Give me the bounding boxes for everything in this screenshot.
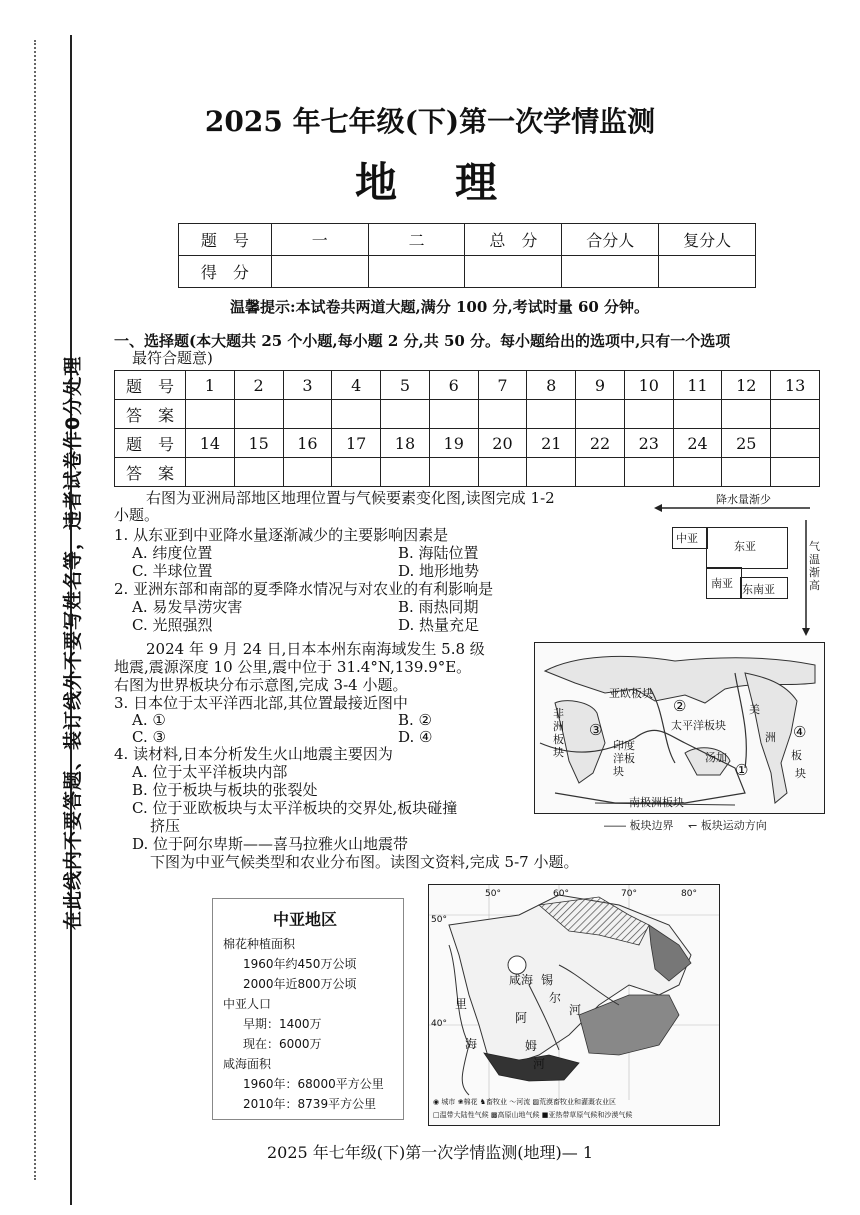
- legend-city: ◉ 城市: [433, 1098, 456, 1106]
- answer-table-label: 答 案: [115, 458, 186, 487]
- q1-stem: 1. 从东亚到中亚降水量逐渐减少的主要影响因素是: [114, 526, 449, 544]
- legend-cotton: 棉花: [463, 1098, 478, 1106]
- answer-cell[interactable]: [478, 400, 527, 429]
- answer-cell[interactable]: [381, 458, 430, 487]
- question-number: 5: [381, 371, 430, 400]
- q2-option-a[interactable]: A. 易发旱涝灾害: [132, 598, 243, 616]
- label-america-1: 美: [749, 703, 760, 716]
- answer-table: [114, 370, 820, 487]
- swatch-mid: ▩: [490, 1111, 498, 1119]
- q1-option-a[interactable]: A. 纬度位置: [132, 544, 213, 562]
- ca-sea-heading: 咸海面积: [223, 1057, 272, 1071]
- ca-map-legend-row1: [433, 1097, 616, 1107]
- label-amu-2: 姆: [525, 1039, 538, 1053]
- answer-cell[interactable]: [624, 400, 673, 429]
- plate-legend: [604, 817, 767, 833]
- answer-cell[interactable]: [332, 400, 381, 429]
- label-caspian-2: 海: [465, 1037, 478, 1051]
- ca-pop-early: 早期：1400万: [243, 1017, 322, 1031]
- legend-direction: 板块运动方向: [700, 819, 767, 832]
- lon-60: 60°: [553, 889, 569, 899]
- answer-cell[interactable]: [381, 400, 430, 429]
- central-asia-map: [428, 884, 720, 1126]
- answer-cell[interactable]: [234, 400, 283, 429]
- score-table-header: 复分人: [659, 224, 756, 256]
- answer-cell[interactable]: [576, 458, 625, 487]
- label-zhongya: 中亚: [676, 532, 698, 545]
- label-nanya: 南亚: [711, 577, 733, 590]
- answer-cell[interactable]: [673, 400, 722, 429]
- question-number: 10: [624, 371, 673, 400]
- label-eurasian-plate: 亚欧板块: [609, 687, 653, 700]
- label-pacific-plate: 太平洋板块: [671, 719, 726, 732]
- question-number: 18: [381, 429, 430, 458]
- label-aral-sea: 咸海: [509, 973, 534, 987]
- ca-cotton-heading: 棉花种植面积: [223, 937, 296, 951]
- marker-3: ③: [589, 721, 603, 739]
- score-cell[interactable]: [465, 256, 562, 288]
- question-number: 20: [478, 429, 527, 458]
- question-number: 21: [527, 429, 576, 458]
- question-number: 22: [576, 429, 625, 458]
- ca-sea-2010: 2010年：8739平方公里: [243, 1097, 377, 1111]
- label-dongnanya: 东南亚: [742, 583, 775, 596]
- answer-cell[interactable]: [722, 458, 771, 487]
- marker-1: ①: [735, 761, 749, 779]
- binding-dotted-line: [34, 40, 36, 1180]
- label-tonga: 汤加: [705, 751, 727, 764]
- central-asia-info: [212, 898, 404, 1120]
- label-amu-3: 河: [533, 1057, 546, 1071]
- label-antarctic-plate: 南极洲板块: [629, 796, 684, 809]
- answer-cell[interactable]: [332, 458, 381, 487]
- q4-option-d[interactable]: D. 位于阿尔卑斯——喜马拉雅火山地震带: [132, 835, 409, 853]
- q3-option-b[interactable]: B. ②: [398, 711, 433, 729]
- answer-cell[interactable]: [429, 400, 478, 429]
- lon-80: 80°: [681, 889, 697, 899]
- legend-highland: 高原山地气候: [497, 1111, 540, 1119]
- answer-cell[interactable]: [234, 458, 283, 487]
- river-icon: ～: [509, 1098, 517, 1106]
- exam-tip: 温馨提示:本试卷共两道大题,满分 100 分,考试时量 60 分钟。: [230, 298, 650, 316]
- answer-cell[interactable]: [722, 400, 771, 429]
- q1-option-c[interactable]: C. 半球位置: [132, 562, 213, 580]
- score-row-label: 得 分: [179, 256, 272, 288]
- precip-label: 降水量渐少: [716, 493, 771, 506]
- label-america-4: 块: [795, 767, 806, 780]
- legend-boundary: 板块边界: [629, 819, 674, 832]
- legend-boundary-symbol: ――: [604, 819, 626, 832]
- ca-map-legend-row2: [433, 1110, 632, 1120]
- q4-option-b[interactable]: B. 位于板块与板块的张裂处: [132, 781, 318, 799]
- answer-cell[interactable]: [624, 458, 673, 487]
- subject-title: 地 理: [354, 158, 505, 207]
- answer-cell[interactable]: [429, 458, 478, 487]
- question-number: 19: [429, 429, 478, 458]
- q1-option-d[interactable]: D. 地形地势: [398, 562, 480, 580]
- question-number: 4: [332, 371, 381, 400]
- swatch-dark: ■: [541, 1111, 549, 1119]
- question-number: 9: [576, 371, 625, 400]
- score-table-header: 总 分: [465, 224, 562, 256]
- question-number: 23: [624, 429, 673, 458]
- q4-option-c-cont: 挤压: [150, 817, 181, 835]
- question-number: 11: [673, 371, 722, 400]
- legend-livestock: 畜牧业: [485, 1098, 507, 1106]
- question-number: 1: [186, 371, 235, 400]
- legend-desert: 荒漠畜牧业和灌溉农业区: [539, 1098, 617, 1106]
- answer-table-label: 答 案: [115, 400, 186, 429]
- ca-pop-heading: 中亚人口: [223, 997, 272, 1011]
- legend-arrow-symbol: ↽: [677, 819, 698, 832]
- question-number: 12: [722, 371, 771, 400]
- ca-pop-now: 现在：6000万: [243, 1037, 322, 1051]
- ca-cotton-2000: 2000年近800万公顷: [243, 977, 357, 991]
- question-number: 7: [478, 371, 527, 400]
- score-table: [178, 223, 756, 288]
- question-number: [771, 429, 820, 458]
- q2-option-d[interactable]: D. 热量充足: [398, 616, 480, 634]
- answer-cell[interactable]: [527, 458, 576, 487]
- binding-warning-text: 在此线内不要答题、装订线外不要写姓名等，违者试卷作0分处理: [62, 355, 84, 930]
- answer-cell[interactable]: [283, 458, 332, 487]
- question-number: 16: [283, 429, 332, 458]
- question-number: 13: [771, 371, 820, 400]
- label-america-3: 板: [791, 749, 802, 762]
- swatch-light: □: [433, 1111, 440, 1119]
- label-amu-1: 阿: [515, 1011, 528, 1025]
- hatch-icon: ▨: [532, 1098, 540, 1106]
- intro-q3-4-l2: 地震,震源深度 10 公里,震中位于 31.4°N,139.9°E。: [114, 658, 472, 676]
- question-number: 3: [283, 371, 332, 400]
- marker-2: ②: [673, 697, 687, 715]
- score-cell[interactable]: [368, 256, 465, 288]
- q4-option-c[interactable]: C. 位于亚欧板块与太平洋板块的交界处,板块碰撞: [132, 799, 458, 817]
- ca-sea-1960: 1960年：68000平方公里: [243, 1077, 384, 1091]
- plate-map: [534, 642, 825, 814]
- page-footer: 2025 年七年级(下)第一次学情监测(地理)— 1: [266, 1143, 594, 1162]
- lat-40: 40°: [431, 1019, 447, 1029]
- label-indian-plate: 印度洋板块: [613, 739, 635, 778]
- answer-cell[interactable]: [478, 458, 527, 487]
- answer-table-label: 题 号: [115, 371, 186, 400]
- section1-heading-cont: 最符合题意): [132, 349, 213, 367]
- exam-title: 2025 年七年级(下)第一次学情监测: [204, 105, 656, 138]
- q2-option-b[interactable]: B. 雨热同期: [398, 598, 479, 616]
- label-syr-1: 锡: [541, 973, 554, 987]
- label-syr-3: 河: [569, 1003, 582, 1017]
- lon-70: 70°: [621, 889, 637, 899]
- label-america-2: 洲: [765, 731, 776, 744]
- score-cell[interactable]: [271, 256, 368, 288]
- legend-temperate: 温带大陆性气候: [439, 1111, 489, 1119]
- answer-cell[interactable]: [771, 458, 820, 487]
- answer-cell[interactable]: [283, 400, 332, 429]
- answer-cell[interactable]: [186, 458, 235, 487]
- q3-option-a[interactable]: A. ①: [132, 711, 166, 729]
- lon-50: 50°: [485, 889, 501, 899]
- question-number: 6: [429, 371, 478, 400]
- temp-label: 气温渐高: [809, 540, 820, 592]
- question-number: 24: [673, 429, 722, 458]
- score-table-header: 一: [271, 224, 368, 256]
- intro-q5-7: 下图为中亚气候类型和农业分布图。读图文资料,完成 5-7 小题。: [150, 853, 579, 871]
- q4-option-a[interactable]: A. 位于太平洋板块内部: [132, 763, 288, 781]
- q3-option-c[interactable]: C. ③: [132, 728, 166, 746]
- ca-cotton-1960: 1960年约450万公顷: [243, 957, 357, 971]
- answer-cell[interactable]: [527, 400, 576, 429]
- answer-cell[interactable]: [673, 458, 722, 487]
- question-number: 14: [186, 429, 235, 458]
- label-syr-2: 尔: [549, 991, 562, 1005]
- legend-subtropical: 亚热带草原气候和沙漠气候: [548, 1111, 633, 1119]
- score-cell[interactable]: [562, 256, 659, 288]
- marker-4: ④: [793, 723, 807, 741]
- score-cell[interactable]: [659, 256, 756, 288]
- question-number: 15: [234, 429, 283, 458]
- q2-option-c[interactable]: C. 光照强烈: [132, 616, 213, 634]
- intro-q1-2-cont: 小题。: [114, 506, 160, 524]
- question-number: 2: [234, 371, 283, 400]
- score-table-header: 合分人: [562, 224, 659, 256]
- lat-50: 50°: [431, 915, 447, 925]
- answer-table-label: 题 号: [115, 429, 186, 458]
- label-caspian-1: 里: [455, 997, 468, 1011]
- q2-stem: 2. 亚洲东部和南部的夏季降水情况与对农业的有利影响是: [114, 580, 494, 598]
- answer-cell[interactable]: [186, 400, 235, 429]
- q4-stem: 4. 读材料,日本分析发生火山地震主要因为: [114, 745, 393, 763]
- answer-cell[interactable]: [576, 400, 625, 429]
- q1-option-b[interactable]: B. 海陆位置: [398, 544, 479, 562]
- section1-heading: 一、选择题(本大题共 25 个小题,每小题 2 分,共 50 分。每小题给出的选项中,只有一个选项: [114, 332, 731, 350]
- question-number: 8: [527, 371, 576, 400]
- q3-stem: 3. 日本位于太平洋西北部,其位置最接近图中: [114, 694, 408, 712]
- intro-q1-2: 右图为亚洲局部地区地理位置与气候要素变化图,读图完成 1-2: [146, 489, 555, 507]
- label-african-plate: 非洲板块: [553, 707, 564, 759]
- label-dongya: 东亚: [734, 540, 756, 553]
- ca-title: 中亚地区: [273, 910, 338, 929]
- intro-q3-4-l1: 2024 年 9 月 24 日,日本本州东南海域发生 5.8 级: [146, 640, 485, 658]
- question-number: 25: [722, 429, 771, 458]
- intro-q3-4-l3: 右图为世界板块分布示意图,完成 3-4 小题。: [114, 676, 408, 694]
- legend-river: 河流: [516, 1098, 531, 1106]
- answer-cell[interactable]: [771, 400, 820, 429]
- q3-option-d[interactable]: D. ④: [398, 728, 433, 746]
- cotton-icon: ❀: [457, 1098, 464, 1106]
- score-table-header: 题 号: [179, 224, 272, 256]
- question-number: 17: [332, 429, 381, 458]
- livestock-icon: ♞: [479, 1098, 486, 1106]
- score-table-header: 二: [368, 224, 465, 256]
